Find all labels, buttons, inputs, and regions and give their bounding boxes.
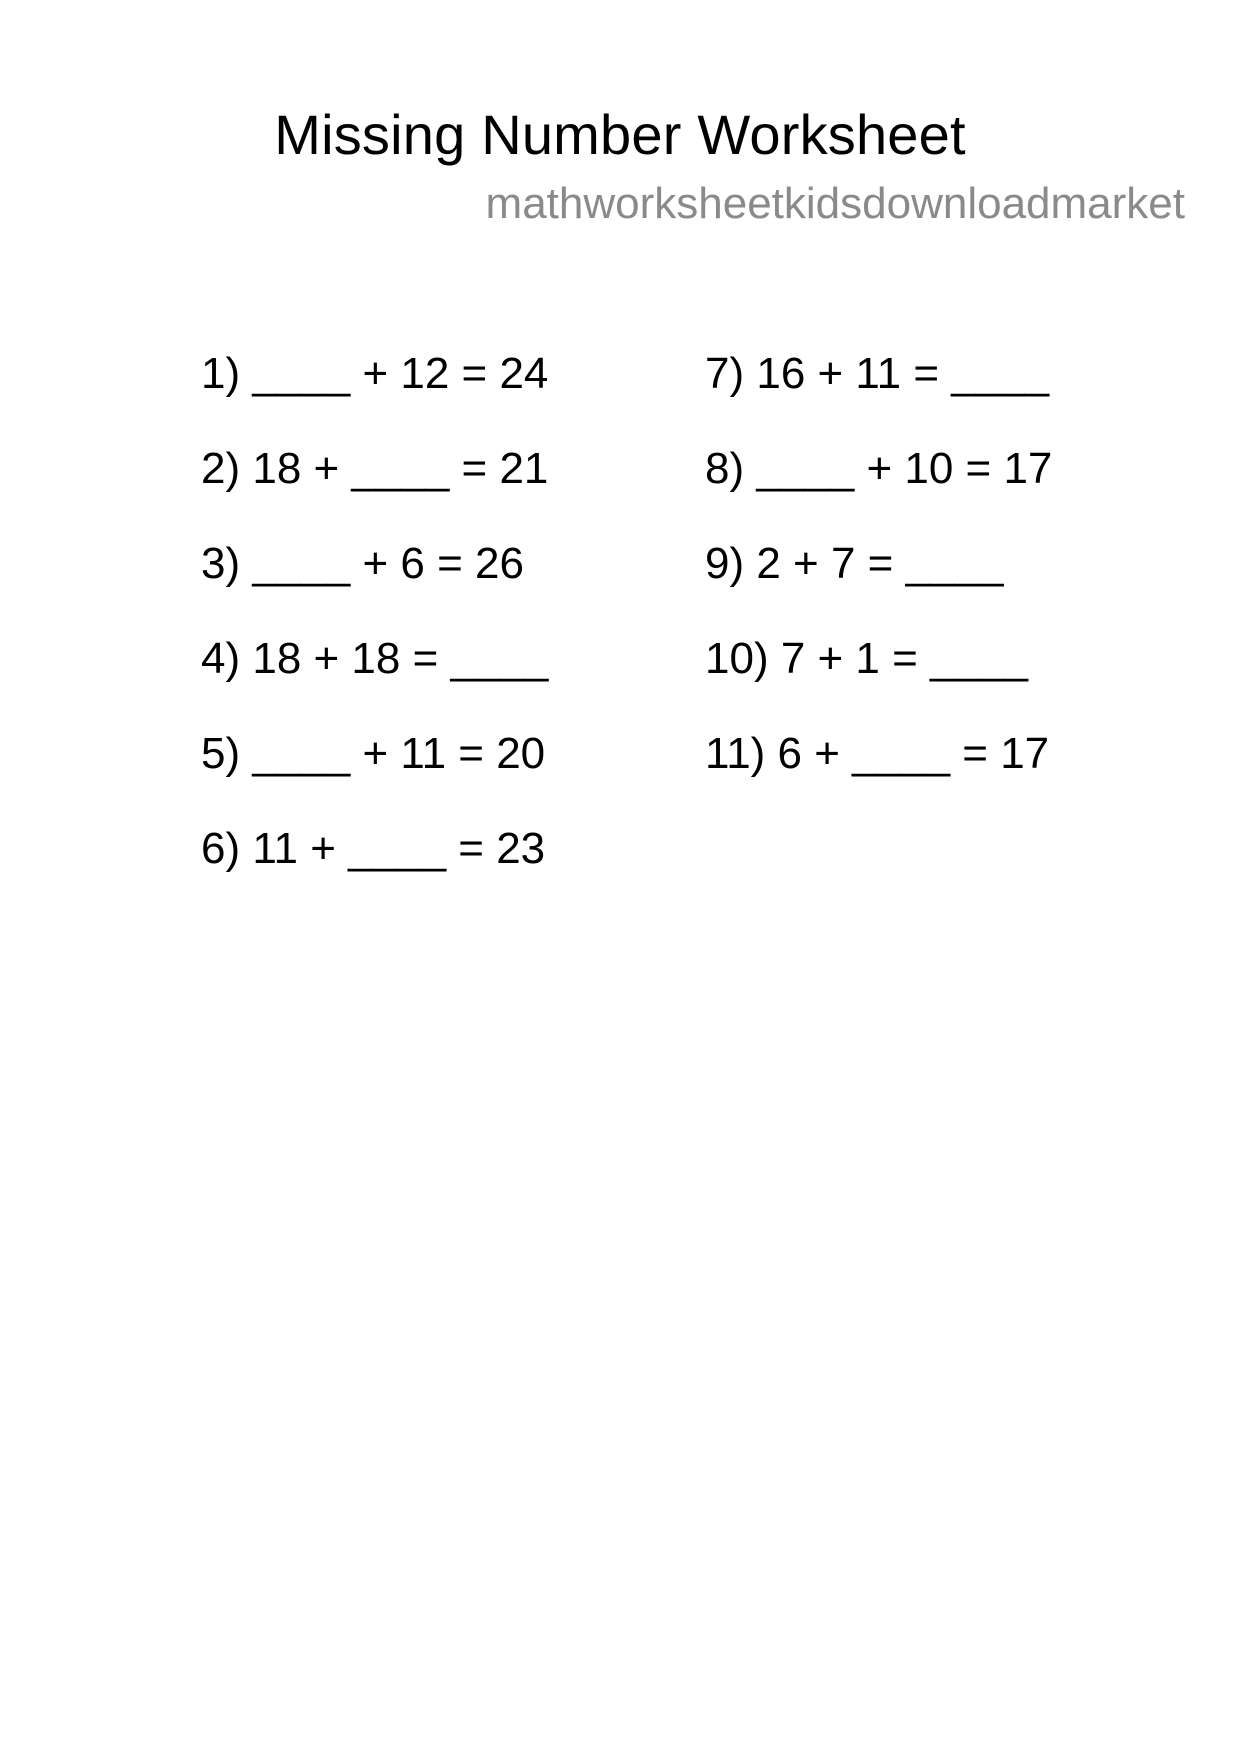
problem-3: 3) ____ + 6 = 26 [201,539,524,588]
problems-column-left [201,347,548,917]
problem-7: 7) 16 + 11 = ____ [705,349,1050,398]
problems-column-right [705,347,1052,822]
problem-8: 8) ____ + 10 = 17 [705,444,1053,493]
problem-4: 4) 18 + 18 = ____ [201,634,549,683]
problem-6: 6) 11 + ____ = 23 [201,824,546,873]
problem-10: 10) 7 + 1 = ____ [705,634,1028,683]
problem-11: 11) 6 + ____ = 17 [705,729,1050,778]
problem-2: 2) 18 + ____ = 21 [201,444,549,493]
problem-1: 1) ____ + 12 = 24 [201,349,549,398]
worksheet-title: Missing Number Worksheet [274,103,966,166]
watermark-text: mathworksheetkidsdownloadmarket [485,179,1185,228]
problem-5: 5) ____ + 11 = 20 [201,729,546,778]
problem-9: 9) 2 + 7 = ____ [705,539,1004,588]
